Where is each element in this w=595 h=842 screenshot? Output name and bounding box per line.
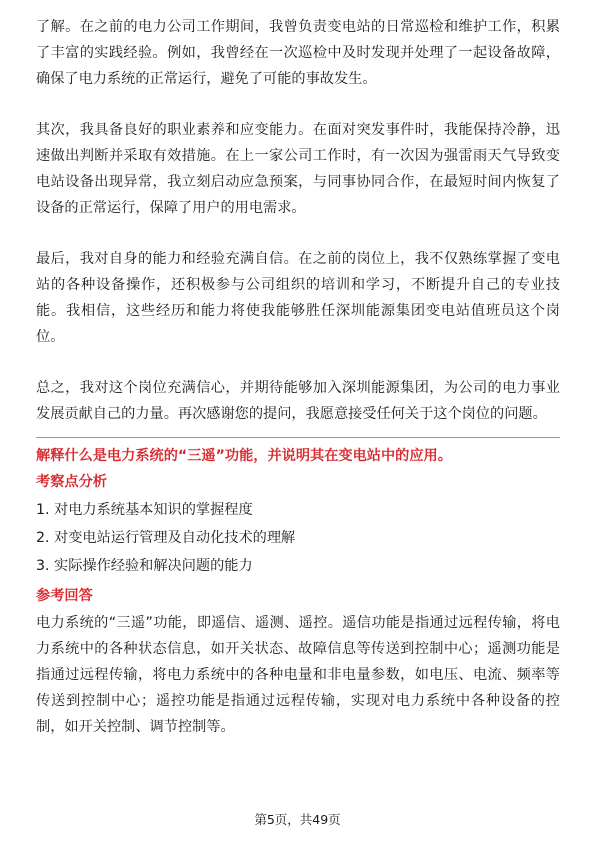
analysis-item-3: 3. 实际操作经验和解决问题的能力 [36,558,253,574]
analysis-item-1: 1. 对电力系统基本知识的掌握程度 [36,502,253,518]
analysis-item-2: 2. 对变电站运行管理及自动化技术的理解 [36,530,296,546]
page-number: 第5页，共49页 [254,812,341,827]
body-paragraph-2: 其次，我具备良好的职业素养和应变能力。在面对突发事件时，我能保持冷静，迅速做出判断并采取有效措施。在上一家公司工作时，有一次因为强雷雨天气导致变电站设备出现异常，我立刻启动应急预案，与同事协同合作，在最短时间内恢复了设备的正常运行，保障了用户的用电需求。 [36,122,560,216]
reference-answer: 电力系统的“三遥”功能，即遥信、遥测、遥控。遥信功能是指通过远程传输，将电力系统中的各种状态信息，如开关状态、故障信息等传送到控制中心；遥测功能是指通过远程传输，将电力系统中的各种电量和非电量参数，如电压、电流、频率等传送到控制中心；遥控功能是指通过远程传输，实现对电力系统中各种设备的控制，如开关控制、调节控制等。 [36,615,560,735]
document-page [36,14,560,740]
section-divider [36,437,560,438]
analysis-heading: 考察点分析 [36,474,107,490]
body-paragraph-3: 最后，我对自身的能力和经验充满自信。在之前的岗位上，我不仅熟练掌握了变电站的各种设备操作，还积极参与公司组织的培训和学习，不断提升自己的专业技能。我相信，这些经历和能力将使我能够胜任深圳能源集团变电站值班员这个岗位。 [36,251,560,345]
body-paragraph-1: 了解。在之前的电力公司工作期间，我曾负责变电站的日常巡检和维护工作，积累了丰富的实践经验。例如，我曾经在一次巡检中及时发现并处理了一起设备故障，确保了电力系统的正常运行，避免了可能的事故发生。 [36,19,560,87]
body-paragraph-4: 总之，我对这个岗位充满信心，并期待能够加入深圳能源集团，为公司的电力事业发展贡献自己的力量。再次感谢您的提问，我愿意接受任何关于这个岗位的问题。 [36,380,560,422]
reference-heading: 参考回答 [36,588,93,604]
question-title: 解释什么是电力系统的“三遥”功能，并说明其在变电站中的应用。 [36,448,452,464]
